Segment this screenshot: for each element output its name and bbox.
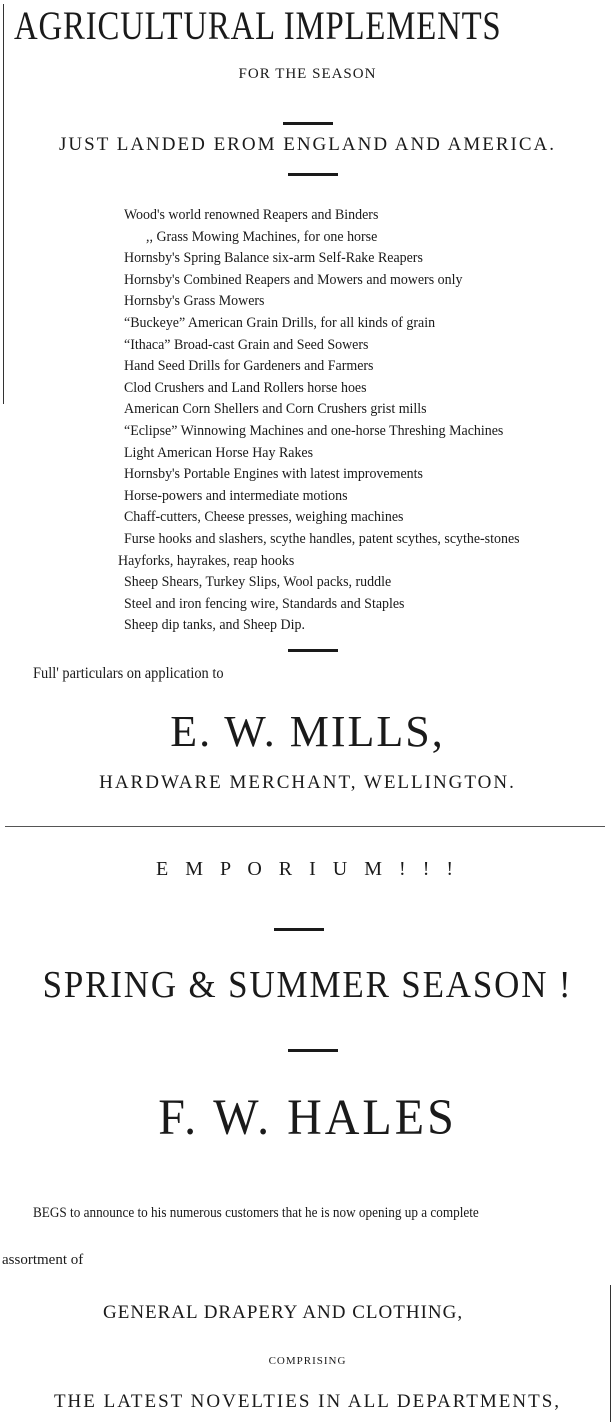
implement-item: Hornsby's Combined Reapers and Mowers and mowers only bbox=[124, 271, 463, 288]
merchant-name: E. W. MILLS, bbox=[170, 707, 445, 756]
merchant-line: HARDWARE MERCHANT, WELLINGTON. bbox=[99, 772, 516, 793]
divider bbox=[288, 649, 338, 652]
implement-item: “Eclipse” Winnowing Machines and one-horse Threshing Machines bbox=[124, 423, 504, 439]
implement-item: Furse hooks and slashers, scythe handles, patent scythes, scythe-stones bbox=[124, 531, 520, 547]
ad-separator bbox=[5, 826, 605, 827]
drapery-line: GENERAL DRAPERY AND CLOTHING, bbox=[103, 1302, 464, 1323]
implement-item: Hand Seed Drills for Gardeners and Farmers bbox=[124, 358, 374, 375]
assortment-line: assortment of bbox=[2, 1252, 84, 1268]
implement-item: Hornsby's Spring Balance six-arm Self-Rake Reapers bbox=[124, 250, 423, 267]
ad-title: AGRICULTURAL IMPLEMENTS bbox=[14, 3, 502, 48]
comprising-line: COMPRISING bbox=[268, 1355, 347, 1367]
implement-item: Hornsby's Portable Engines with latest improvements bbox=[124, 466, 423, 483]
implement-item: Horse-powers and intermediate motions bbox=[124, 487, 348, 504]
implement-item: Steel and iron fencing wire, Standards and Staples bbox=[124, 595, 405, 612]
implement-item: Chaff-cutters, Cheese presses, weighing machines bbox=[124, 509, 404, 526]
particulars-line: Full' particulars on application to bbox=[33, 665, 224, 682]
implement-item: “Ithaca” Broad-cast Grain and Seed Sowers bbox=[124, 336, 369, 353]
divider bbox=[288, 173, 338, 176]
left-border bbox=[3, 4, 4, 404]
divider bbox=[274, 928, 324, 931]
divider bbox=[283, 122, 333, 125]
emporium-heading: E M P O R I U M ! ! ! bbox=[155, 858, 460, 880]
implement-item: Clod Crushers and Land Rollers horse hoes bbox=[124, 379, 367, 396]
season-heading: SPRING & SUMMER SEASON ! bbox=[42, 964, 573, 1006]
implement-item: Hornsby's Grass Mowers bbox=[124, 293, 265, 310]
implement-item: Light American Horse Hay Rakes bbox=[124, 444, 314, 461]
implement-item: Sheep Shears, Turkey Slips, Wool packs, ruddle bbox=[124, 574, 392, 591]
implement-item: American Corn Shellers and Corn Crushers grist mills bbox=[124, 401, 427, 418]
novelties-line: THE LATEST NOVELTIES IN ALL DEPARTMENTS, bbox=[53, 1391, 562, 1412]
landed-line: JUST LANDED EROM ENGLAND AND AMERICA. bbox=[59, 134, 556, 155]
implement-item: ,, Grass Mowing Machines, for one horse bbox=[146, 228, 378, 245]
announce-line: BEGS to announce to his numerous customers that he is now opening up a complete bbox=[33, 1205, 479, 1221]
implement-item: Sheep dip tanks, and Sheep Dip. bbox=[124, 617, 305, 634]
proprietor-name: F. W. HALES bbox=[158, 1089, 457, 1146]
divider bbox=[288, 1049, 338, 1052]
implement-item: Hayforks, hayrakes, reap hooks bbox=[118, 552, 295, 569]
implement-item: Wood's world renowned Reapers and Binders bbox=[124, 207, 379, 223]
implement-item: “Buckeye” American Grain Drills, for all kinds of grain bbox=[124, 315, 436, 331]
ad-subtitle: FOR THE SEASON bbox=[238, 66, 377, 82]
